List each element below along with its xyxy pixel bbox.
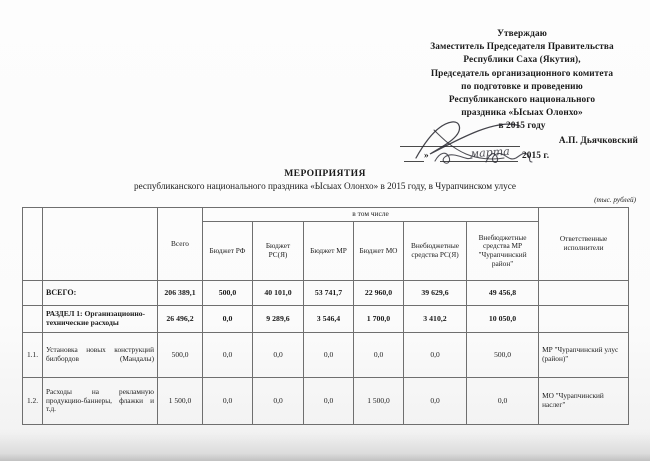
- signature-rule: [400, 146, 520, 147]
- table-body: [23, 281, 629, 425]
- row-value: 26 496,2: [158, 306, 203, 333]
- row-value: 0,0: [467, 378, 539, 425]
- row-value: 0,0: [253, 378, 304, 425]
- row-label: ВСЕГО:: [43, 281, 158, 306]
- row-value: 9 289,6: [253, 306, 304, 333]
- row-value: 0,0: [203, 306, 253, 333]
- approval-block: [398, 28, 646, 164]
- header-col-extrabudget-rsya: Внебюджетные средства РС(Я): [404, 222, 467, 281]
- row-responsible: МР "Чурапчинский улус (район)": [539, 333, 629, 378]
- table-group-header-row: [23, 208, 629, 222]
- approval-line-3: Председатель организационного комитета: [430, 68, 614, 79]
- row-value: 0,0: [203, 378, 253, 425]
- row-value: 0,0: [304, 378, 354, 425]
- header-col-budget-mo: Бюджет МО: [354, 222, 404, 281]
- row-number: 1.1.: [23, 333, 43, 378]
- measures-table: [22, 207, 629, 425]
- row-value: 0,0: [404, 378, 467, 425]
- approval-line-4: по подготовке и проведению: [461, 81, 583, 92]
- row-value: 40 101,0: [253, 281, 304, 306]
- header-col-budget-mr: Бюджет МР: [304, 222, 354, 281]
- header-col-budget-rf: Бюджет РФ: [203, 222, 253, 281]
- table-row: [23, 378, 629, 425]
- row-label: Расходы на рекламную продукцию-баннеры, флажки и т.д.: [43, 378, 158, 425]
- signature-row: [398, 135, 646, 150]
- row-value: 500,0: [158, 333, 203, 378]
- approval-line-5: Республиканского национального: [448, 94, 596, 105]
- row-number: 1.2.: [23, 378, 43, 425]
- handwritten-month-text: марта: [469, 144, 511, 161]
- row-value: 0,0: [354, 333, 404, 378]
- row-value: 1 700,0: [354, 306, 404, 333]
- row-value: 1 500,0: [158, 378, 203, 425]
- row-value: 500,0: [467, 333, 539, 378]
- header-group-in-which: в том числе: [203, 208, 539, 222]
- approval-line-6: праздника «Ысыах Олонхо»: [461, 108, 583, 119]
- row-responsible: [539, 306, 629, 333]
- row-value: 0,0: [404, 333, 467, 378]
- date-month-rule: [440, 161, 518, 162]
- row-label: РАЗДЕЛ 1: Организационно-технические расходы: [43, 306, 158, 333]
- row-value: 53 741,7: [304, 281, 354, 306]
- approval-line-0: Утверждаю: [497, 29, 547, 39]
- row-value: 10 050,0: [467, 306, 539, 333]
- header-name-col: [43, 208, 158, 281]
- document-subtitle: республиканского национального праздника «Ысыах Олонхо» в 2015 году, в Чурапчинском улусе: [134, 181, 516, 191]
- document-title: МЕРОПРИЯТИЯ: [284, 168, 366, 179]
- row-value: 3 410,2: [404, 306, 467, 333]
- date-day-rule: [404, 161, 424, 162]
- row-value: 0,0: [253, 333, 304, 378]
- date-row: [398, 150, 646, 164]
- table-row: [23, 306, 629, 333]
- row-value: 500,0: [203, 281, 253, 306]
- approval-line-7: в 2015 году: [498, 121, 546, 132]
- row-value: 0,0: [203, 333, 253, 378]
- row-value: 0,0: [304, 333, 354, 378]
- row-value: 49 456,8: [467, 281, 539, 306]
- row-value: 1 500,0: [354, 378, 404, 425]
- header-col-total: Всего: [158, 208, 203, 281]
- table-row: [23, 281, 629, 306]
- header-col-budget-rsya: Бюджет РС(Я): [253, 222, 304, 281]
- row-responsible: МО "Чурапчинский наслег": [539, 378, 629, 425]
- units-label: (тыс. рублей): [594, 196, 636, 204]
- row-value: 39 629,6: [404, 281, 467, 306]
- row-value: 3 546,4: [304, 306, 354, 333]
- date-quote-close: »: [424, 150, 429, 161]
- approval-line-1: Заместитель Председателя Правительства: [430, 42, 614, 53]
- date-year: 2015 г.: [522, 150, 550, 161]
- row-number: [23, 306, 43, 333]
- approval-line-2: Республики Саха (Якутия),: [463, 55, 581, 66]
- row-label: Установка новых конструкций билбордов (Мандалы): [43, 333, 158, 378]
- row-value: 22 960,0: [354, 281, 404, 306]
- header-col-responsible: Ответственные исполнители: [539, 208, 629, 281]
- signatory-name: А.П. Дьячковский: [558, 135, 638, 146]
- row-responsible: [539, 281, 629, 306]
- row-number: [23, 281, 43, 306]
- row-value: 206 389,1: [158, 281, 203, 306]
- header-number-col: [23, 208, 43, 281]
- header-col-extrabudget-mr: Внебюджетные средства МР "Чурапчинский район": [467, 222, 539, 281]
- table-row: [23, 333, 629, 378]
